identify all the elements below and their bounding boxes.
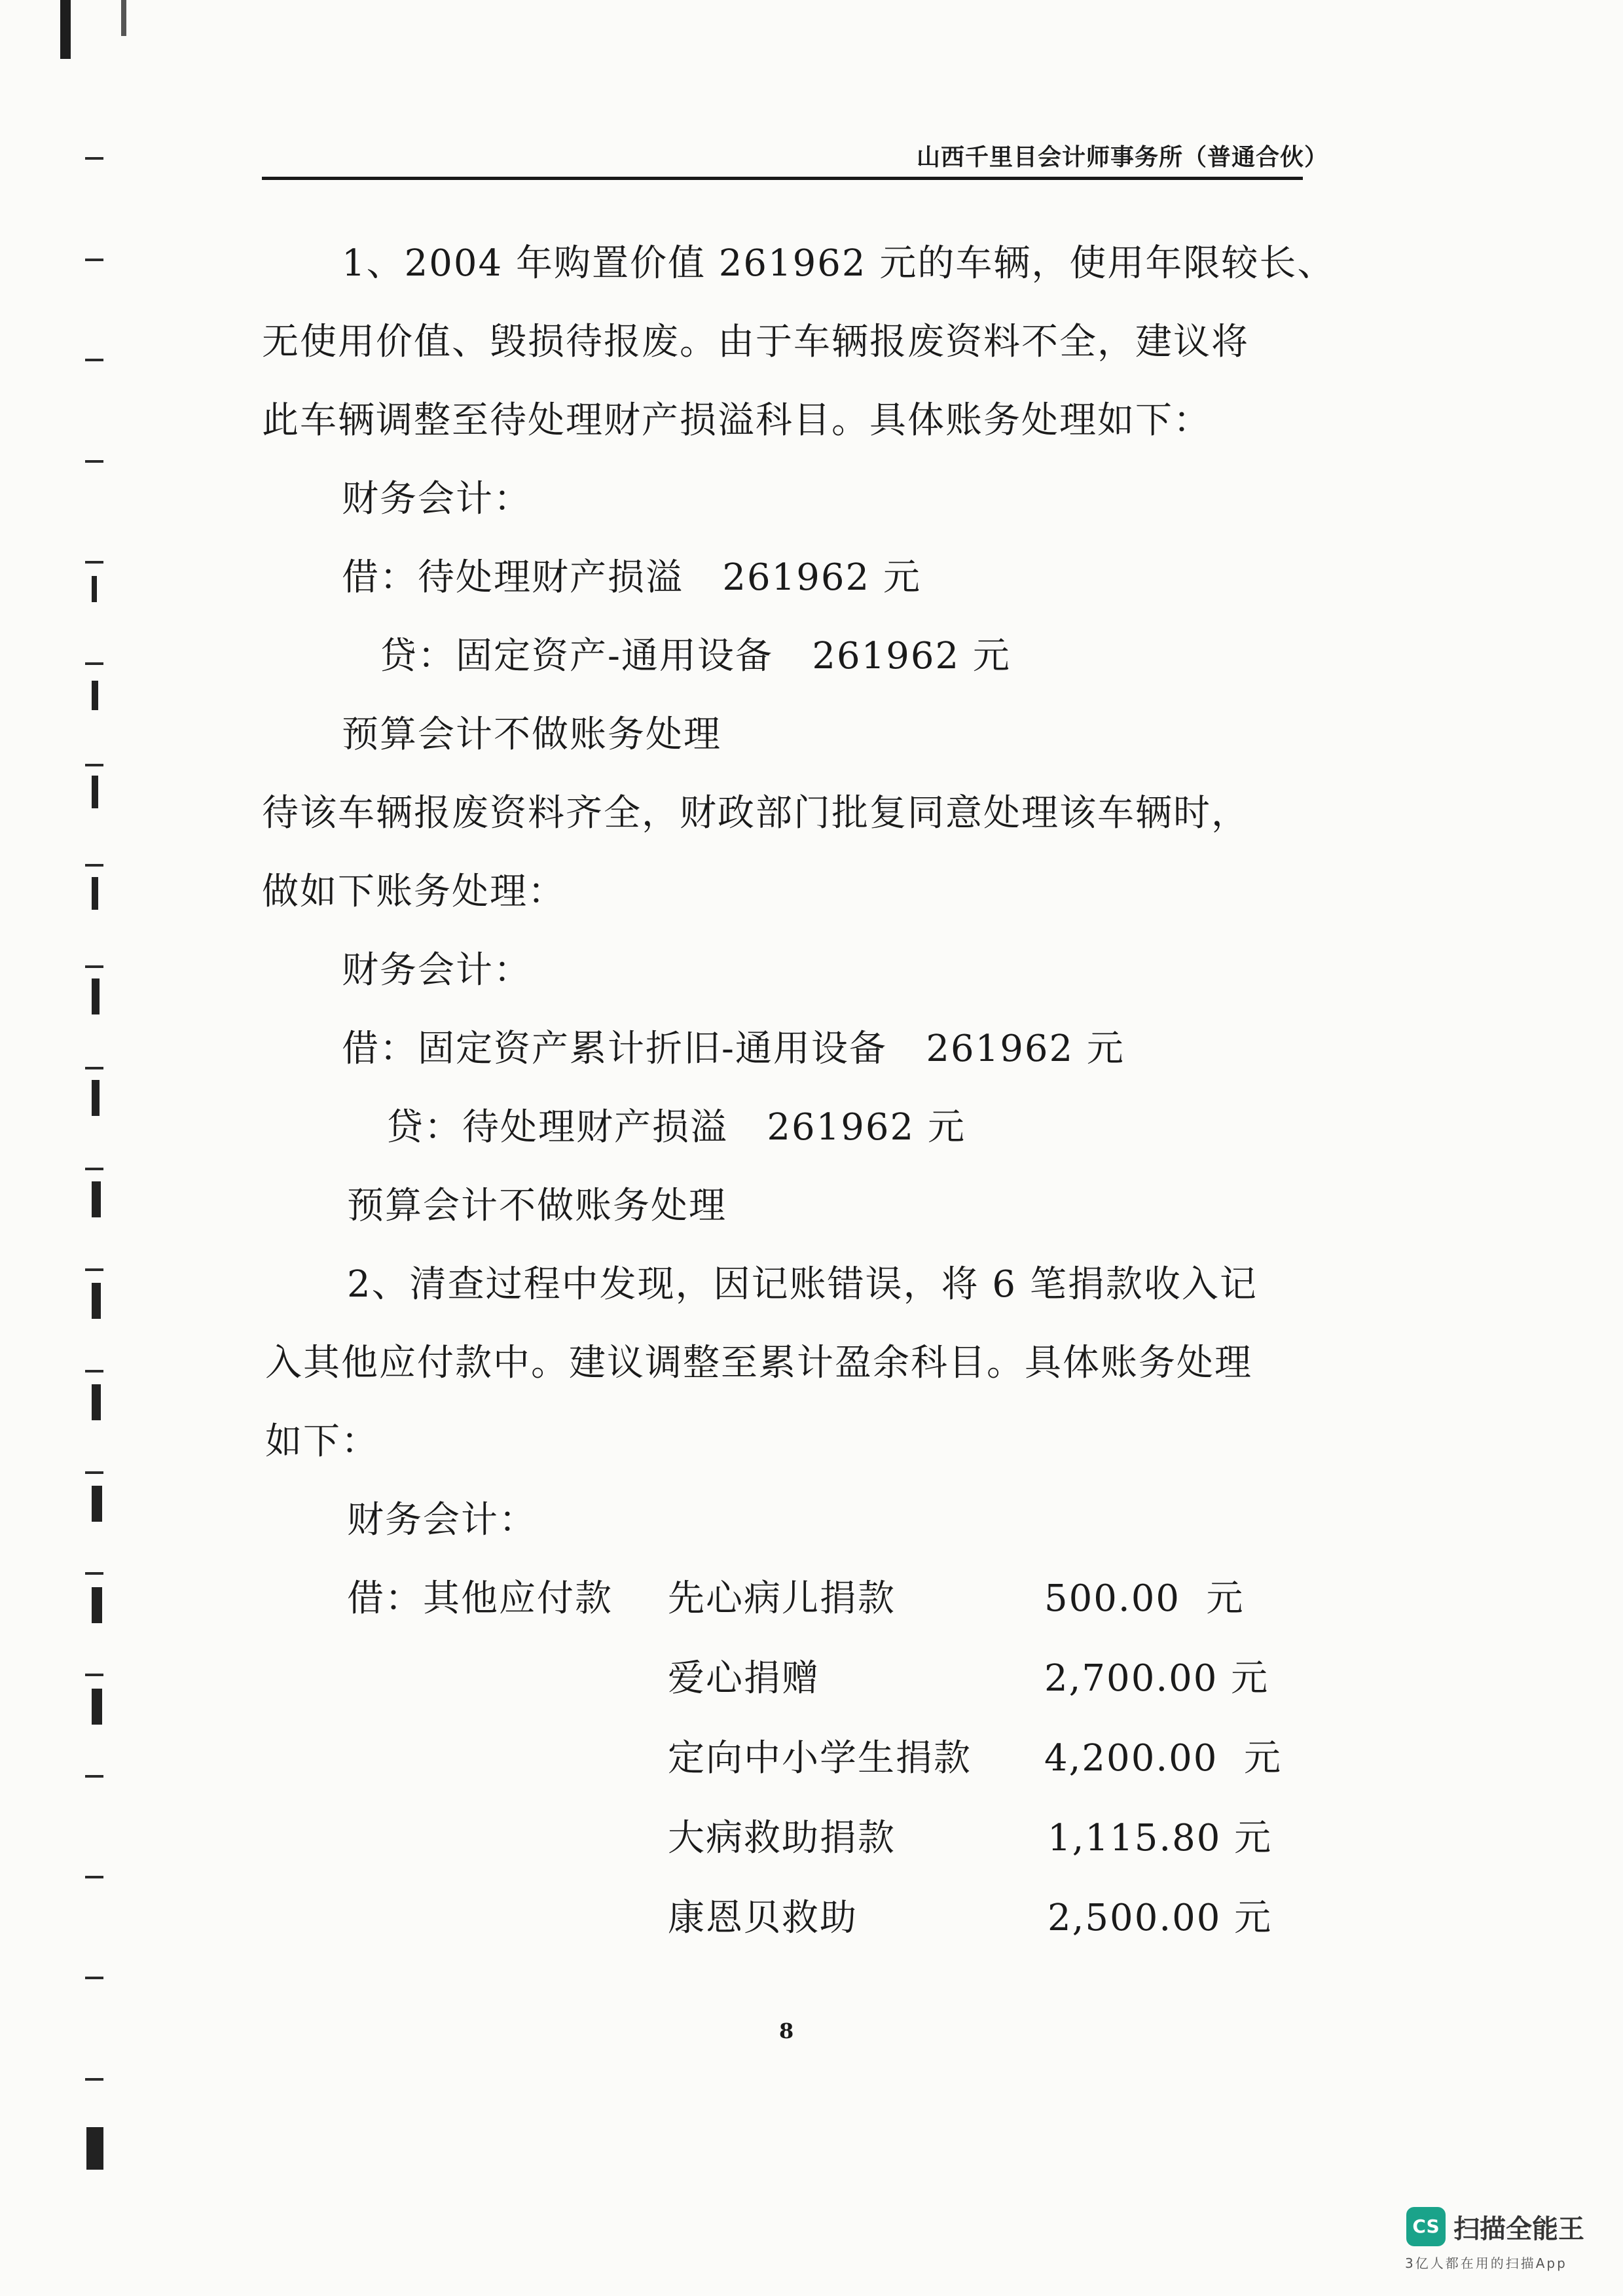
binding-mark (92, 1689, 102, 1725)
journal-debit: 借：固定资产累计折旧-通用设备 261962 元 (342, 1028, 1125, 1070)
donation-amount: 1,115.80 元 (1048, 1817, 1273, 1859)
binding-mark (92, 1486, 102, 1522)
paragraph-line: 无使用价值、毁损待报废。由于车辆报废资料不全，建议将 (262, 321, 1249, 363)
paragraph-line: 1、2004 年购置价值 261962 元的车辆，使用年限较长、 (342, 242, 1336, 285)
paragraph-line: 财务会计： (342, 478, 532, 520)
binding-tick (85, 1268, 103, 1271)
journal-debit: 借：待处理财产损溢 261962 元 (342, 556, 921, 599)
donation-amount: 500.00 元 (1044, 1577, 1245, 1620)
binding-mark (92, 1080, 100, 1116)
paragraph-line: 财务会计： (342, 949, 532, 992)
binding-tick (85, 259, 103, 261)
binding-tick (85, 460, 103, 463)
page-number: 8 (779, 2018, 794, 2043)
donation-name: 定向中小学生捐款 (668, 1737, 972, 1780)
binding-tick (85, 1471, 103, 1474)
binding-tick (85, 764, 103, 766)
paragraph-line: 财务会计： (347, 1499, 537, 1541)
binding-mark (92, 776, 98, 808)
paragraph-line: 如下： (265, 1420, 379, 1463)
journal-debit-label: 借：其他应付款 (347, 1577, 613, 1620)
paragraph-line: 待该车辆报废资料齐全，财政部门批复同意处理该车辆时， (262, 792, 1249, 834)
paragraph-line: 2、清查过程中发现，因记账错误，将 6 笔捐款收入记 (347, 1263, 1258, 1306)
binding-mark (92, 877, 98, 910)
watermark-tagline: 3亿人都在用的扫描App (1405, 2255, 1567, 2271)
binding-tick (85, 157, 103, 160)
paragraph-line: 入其他应付款中。建议调整至累计盈余科目。具体账务处理 (265, 1342, 1252, 1384)
binding-tick (85, 662, 103, 665)
donation-amount: 2,700.00 元 (1044, 1657, 1269, 1700)
binding-mark (92, 1384, 101, 1420)
donation-name: 大病救助捐款 (668, 1817, 896, 1859)
paragraph-line: 预算会计不做账务处理 (347, 1185, 727, 1227)
binding-tick (85, 359, 103, 361)
journal-credit: 贷：固定资产-通用设备 261962 元 (380, 635, 1011, 677)
journal-credit: 贷：待处理财产损溢 261962 元 (386, 1106, 966, 1149)
binding-tick (85, 1876, 103, 1878)
binding-mark (92, 576, 97, 602)
watermark-app-name: 扫描全能王 (1453, 2214, 1584, 2244)
binding-mark (92, 681, 98, 710)
binding-tick (85, 1168, 103, 1170)
binding-tick (85, 1775, 103, 1778)
donation-amount: 4,200.00 元 (1044, 1737, 1282, 1780)
paragraph-line: 做如下账务处理： (262, 870, 566, 913)
binding-mark (92, 1587, 102, 1623)
donation-amount: 2,500.00 元 (1048, 1897, 1273, 1939)
binding-tick (85, 1067, 103, 1069)
binding-tick (85, 1572, 103, 1575)
binding-tick (85, 1674, 103, 1676)
binding-tick (85, 965, 103, 968)
binding-tick (85, 561, 103, 564)
binding-tick (85, 1977, 103, 1979)
paragraph-line: 预算会计不做账务处理 (342, 713, 721, 756)
binding-mark (86, 2127, 103, 2170)
binding-edge-stub (121, 0, 126, 36)
binding-mark (92, 978, 100, 1014)
donation-name: 先心病儿捐款 (668, 1577, 896, 1620)
camscanner-logo-icon: CS (1406, 2207, 1446, 2246)
binding-mark (92, 1283, 101, 1319)
paragraph-line: 此车辆调整至待处理财产损溢科目。具体账务处理如下： (262, 399, 1211, 442)
binding-mark (92, 1181, 101, 1217)
donation-name: 康恩贝救助 (668, 1897, 858, 1939)
binding-tick (85, 864, 103, 867)
header-rule (262, 177, 1303, 180)
donation-name: 爱心捐赠 (668, 1657, 820, 1700)
binding-tick (85, 2078, 103, 2081)
binding-tick (85, 1370, 103, 1372)
binding-edge-bar (60, 0, 71, 59)
firm-header: 山西千里目会计师事务所（普通合伙） (917, 143, 1329, 171)
